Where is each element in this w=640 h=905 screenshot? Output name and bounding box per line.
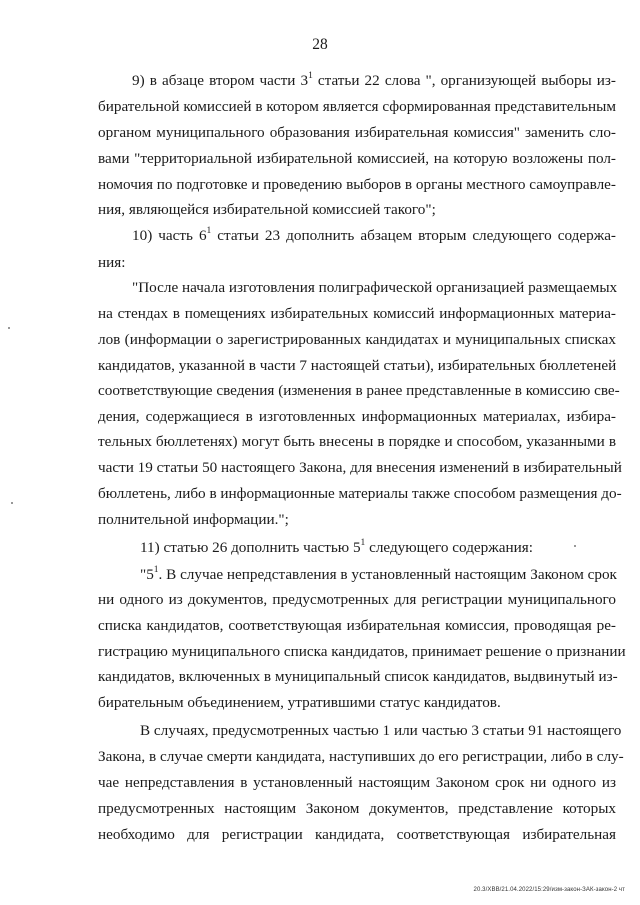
item-11-part-line-6: бирательным объединением, утратившими статус кандидатов. — [98, 694, 501, 711]
item-10-quote-line-6: дения, содержащиеся в изготовленных информационных материалах, избира- — [98, 408, 616, 425]
item-11-part-line-1: "$5^1$. В случае непредставления в установленный настоящим Законом срок — [140, 564, 617, 583]
item-11-part-line-3: списка кандидатов, соответствующая избирательная комиссия, проводящая ре- — [98, 617, 616, 634]
item-10-quote-line-7: тельных бюллетенях) могут быть внесены в порядке и способом, указанными в — [98, 433, 616, 450]
item-11-paragraph-line-1: В случаях, предусмотренных частью 1 или частью 3 статьи 91 настоящего — [140, 722, 622, 739]
item-9-line-6: ния, являющейся избирательной комиссией такого"; — [98, 201, 436, 218]
footer-stamp: 20.3/ХВВ/21.04.2022/15:29/изм-закон-ЗАК-закон-2 чт — [473, 887, 625, 893]
item-11-line-1: 11) статью 26 дополнить частью $5^1$ следующего содержания: — [140, 537, 533, 556]
item-11-part-line-2: ни одного из документов, предусмотренных для регистрации муниципального — [98, 591, 616, 608]
scan-speck — [8, 327, 10, 329]
item-10-quote-line-3: лов (информации о зарегистрированных кандидатах и муниципальных списках — [98, 331, 616, 348]
item-10-quote-line-2: на стендах в помещениях избирательных комиссий информационных материа- — [98, 305, 616, 322]
item-9-line-5: номочия по подготовке и проведению выборов в органы местного самоуправле- — [98, 176, 616, 193]
item-10-quote-line-1: "После начала изготовления полиграфической организацией размещаемых — [132, 279, 618, 296]
scan-speck — [574, 545, 576, 547]
item-11-part-line-5: кандидатов, включенных в муниципальный список кандидатов, выдвинутый из- — [98, 668, 618, 685]
item-11-paragraph-line-4: предусмотренных настоящим Законом документов, представление которых — [98, 800, 616, 817]
item-11-part-line-4: гистрацию муниципального списка кандидатов, принимает решение о признании — [98, 643, 626, 660]
item-11-paragraph-line-3: чае непредставления в установленный настоящим Законом срок ни одного из — [98, 774, 616, 791]
item-10-line-2: ния: — [98, 254, 126, 271]
item-10-quote-line-4: кандидатов, указанной в части 7 настоящей статьи), избирательных бюллетеней — [98, 357, 617, 374]
item-9-line-4: вами "территориальной избирательной комиссией, на которую возложены пол- — [98, 150, 616, 167]
item-10-quote-line-10: полнительной информации."; — [98, 511, 289, 528]
item-9-line-2: бирательной комиссией в котором является сформированная представительным — [98, 98, 616, 115]
item-11-paragraph-line-2: Закона, в случае смерти кандидата, наступивших до его регистрации, либо в слу- — [98, 748, 624, 765]
item-10-quote-line-8: части 19 статьи 50 настоящего Закона, для внесения изменений в избирательный — [98, 459, 622, 476]
item-9-line-3: органом муниципального образования избирательная комиссия" заменить сло- — [98, 124, 616, 141]
item-11-paragraph-line-5: необходимо для регистрации кандидата, соответствующая избирательная — [98, 826, 616, 843]
item-9-line-1: 9) в абзаце втором части $3^1$ статьи 22 слова ", организующей выборы из- — [132, 70, 616, 89]
page-number: 28 — [312, 36, 328, 53]
scan-speck — [11, 502, 13, 504]
item-10-line-1: 10) часть $6^1$ статьи 23 дополнить абзацем вторым следующего содержа- — [132, 225, 616, 244]
item-10-quote-line-5: соответствующие сведения (изменения в ранее представленные в комиссию све- — [98, 382, 620, 399]
item-10-quote-line-9: бюллетень, либо в информационные материалы также способом размещения до- — [98, 485, 622, 502]
